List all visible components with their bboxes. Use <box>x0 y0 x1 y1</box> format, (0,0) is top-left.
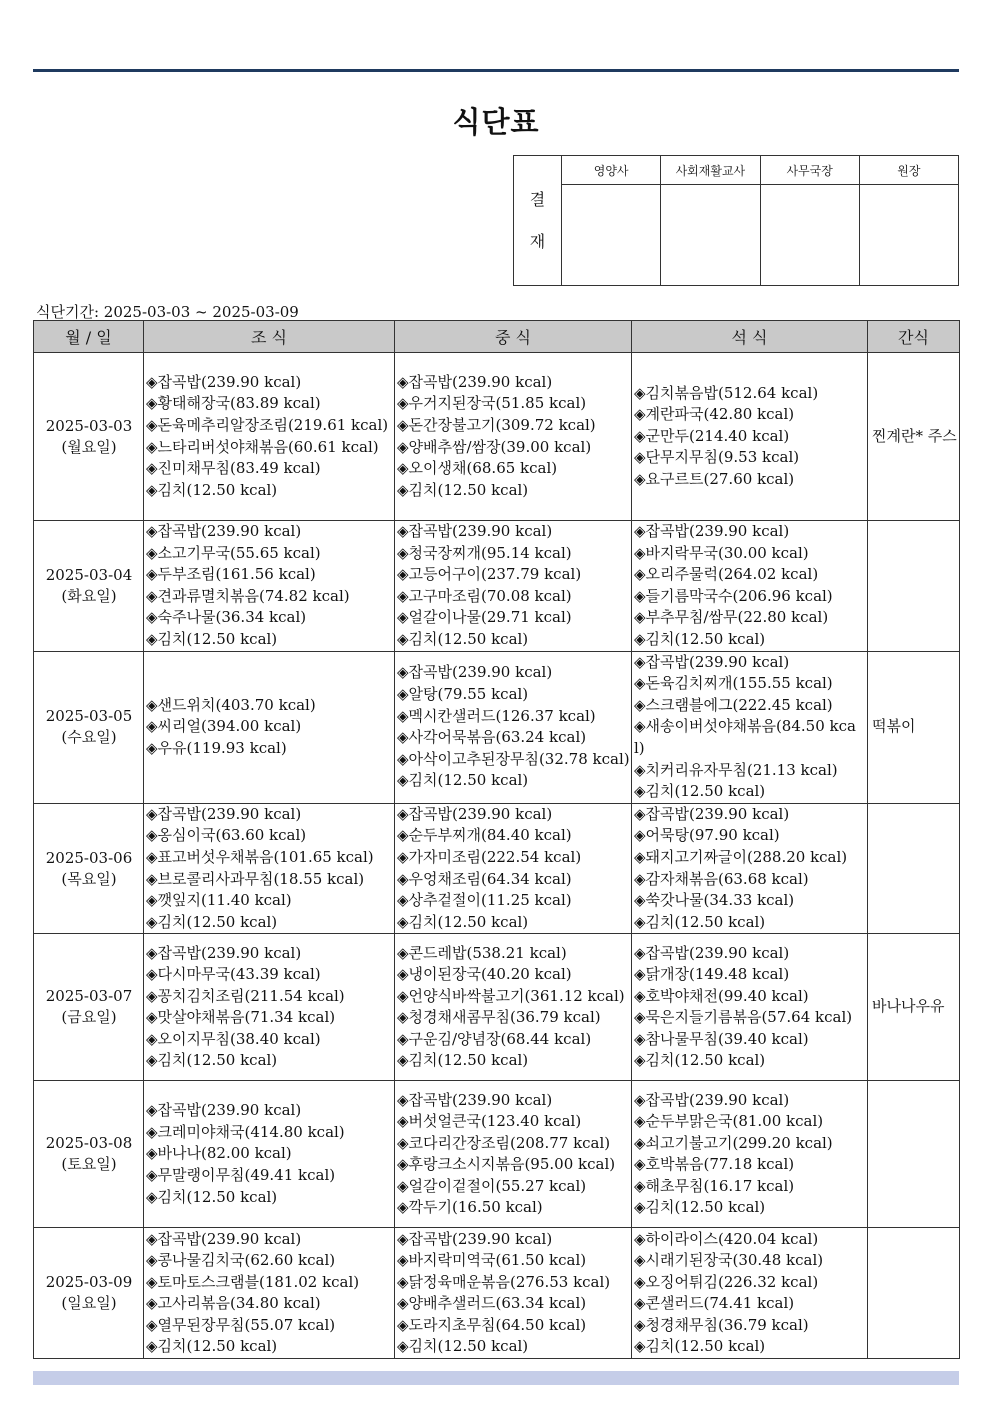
menu-item: ◈돼지고기짜글이(288.20 kcal) <box>634 847 848 866</box>
menu-item: ◈멕시칸샐러드(126.37 kcal) <box>397 706 596 725</box>
menu-item: ◈돈간장불고기(309.72 kcal) <box>397 415 596 434</box>
menu-item: ◈다시마무국(43.39 kcal) <box>146 965 321 984</box>
menu-item: ◈들기름막국수(206.96 kcal) <box>634 586 833 605</box>
menu-item: ◈묵은지들기름볶음(57.64 kcal) <box>634 1008 853 1027</box>
menu-item: ◈청국장찌개(95.14 kcal) <box>397 543 572 562</box>
lunch-cell <box>395 803 632 934</box>
day-date-cell <box>34 934 144 1081</box>
menu-item: ◈언양식바싹불고기(361.12 kcal) <box>397 986 625 1005</box>
menu-item: ◈김치(12.50 kcal) <box>146 912 278 931</box>
menu-item: ◈얼갈이겉절이(55.27 kcal) <box>397 1176 587 1195</box>
menu-item: ◈잡곡밥(239.90 kcal) <box>634 804 790 823</box>
menu-item: ◈어묵탕(97.90 kcal) <box>634 826 780 845</box>
menu-item: ◈잡곡밥(239.90 kcal) <box>397 663 553 682</box>
menu-item: ◈부추무침/쌈무(22.80 kcal) <box>634 608 829 627</box>
menu-item: ◈잡곡밥(239.90 kcal) <box>397 372 553 391</box>
menu-item: ◈황태해장국(83.89 kcal) <box>146 394 321 413</box>
approval-role-director: 원장 <box>859 156 958 185</box>
menu-item: ◈후랑크소시지볶음(95.00 kcal) <box>397 1155 616 1174</box>
menu-item: ◈오이생채(68.65 kcal) <box>397 459 558 478</box>
menu-item: ◈꽁치김치조림(211.54 kcal) <box>146 986 345 1005</box>
dinner-cell <box>632 353 868 521</box>
menu-item: ◈하이라이스(420.04 kcal) <box>634 1229 819 1248</box>
menu-item: ◈쇠고기불고기(299.20 kcal) <box>634 1133 833 1152</box>
table-row <box>34 803 960 934</box>
approval-sign-rehab-teacher <box>661 185 760 286</box>
lunch-cell <box>395 1228 632 1359</box>
menu-item: ◈김치(12.50 kcal) <box>397 1051 529 1070</box>
menu-item: ◈맛살야채볶음(71.34 kcal) <box>146 1008 336 1027</box>
day-date: 2025-03-04 <box>45 565 133 584</box>
table-row <box>34 1081 960 1228</box>
day-date: 2025-03-07 <box>45 987 133 1006</box>
menu-item: ◈김치(12.50 kcal) <box>397 1337 529 1356</box>
menu-item: ◈우유(119.93 kcal) <box>146 738 287 757</box>
menu-item: ◈옹심이국(63.60 kcal) <box>146 826 307 845</box>
day-date-cell <box>34 353 144 521</box>
day-weekday: (월요일) <box>61 437 117 456</box>
menu-item: ◈아삭이고추된장무침(32.78 kcal) <box>397 749 630 768</box>
menu-item: ◈오이지무침(38.40 kcal) <box>146 1029 321 1048</box>
menu-item: ◈양배추샐러드(63.34 kcal) <box>397 1294 587 1313</box>
footer-bar <box>33 1371 959 1385</box>
day-date: 2025-03-06 <box>45 848 133 867</box>
snack-cell <box>868 521 960 652</box>
menu-item: ◈잡곡밥(239.90 kcal) <box>146 804 302 823</box>
menu-item: ◈우엉채조림(64.34 kcal) <box>397 869 572 888</box>
menu-item: ◈씨리얼(394.00 kcal) <box>146 717 302 736</box>
menu-item: ◈견과류멸치볶음(74.82 kcal) <box>146 586 350 605</box>
table-row <box>34 934 960 1081</box>
header-breakfast: 조 식 <box>144 321 395 353</box>
menu-item: ◈김치(12.50 kcal) <box>397 912 529 931</box>
menu-item: ◈김치(12.50 kcal) <box>146 1337 278 1356</box>
menu-item: ◈잡곡밥(239.90 kcal) <box>146 372 302 391</box>
breakfast-cell <box>144 651 395 803</box>
menu-item: ◈잡곡밥(239.90 kcal) <box>397 1229 553 1248</box>
menu-item: ◈도라지초무침(64.50 kcal) <box>397 1315 587 1334</box>
menu-item: ◈쑥갓나물(34.33 kcal) <box>634 891 795 910</box>
breakfast-cell <box>144 521 395 652</box>
snack-cell <box>868 353 960 521</box>
dinner-cell <box>632 1228 868 1359</box>
menu-item: ◈새송이버섯야채볶음(84.50 kcal) <box>634 717 856 757</box>
menu-item: ◈호박볶음(77.18 kcal) <box>634 1155 795 1174</box>
menu-item: ◈김치(12.50 kcal) <box>634 1198 766 1217</box>
menu-item: ◈잡곡밥(239.90 kcal) <box>146 522 302 540</box>
snack-cell <box>868 1228 960 1359</box>
menu-item: ◈브로콜리사과무침(18.55 kcal) <box>146 869 365 888</box>
dinner-cell <box>632 1081 868 1228</box>
menu-item: ◈닭개장(149.48 kcal) <box>634 965 790 984</box>
menu-item: ◈계란파국(42.80 kcal) <box>634 405 795 424</box>
header-date: 월 / 일 <box>34 321 144 353</box>
day-date-cell <box>34 1081 144 1228</box>
day-weekday: (수요일) <box>61 728 117 747</box>
menu-item: ◈크레미야채국(414.80 kcal) <box>146 1122 345 1141</box>
day-date: 2025-03-09 <box>45 1273 133 1292</box>
menu-item: ◈김치(12.50 kcal) <box>634 912 766 931</box>
menu-item: ◈잡곡밥(239.90 kcal) <box>634 943 790 962</box>
menu-item: ◈고등어구이(237.79 kcal) <box>397 565 582 584</box>
header-lunch: 중 식 <box>395 321 632 353</box>
snack-cell <box>868 1081 960 1228</box>
breakfast-cell <box>144 1081 395 1228</box>
approval-sign-nutritionist <box>562 185 661 286</box>
lunch-cell <box>395 353 632 521</box>
approval-sign-director <box>859 185 958 286</box>
menu-item: ◈열무된장무침(55.07 kcal) <box>146 1315 336 1334</box>
menu-item: ◈잡곡밥(239.90 kcal) <box>634 652 790 671</box>
menu-item: ◈잡곡밥(239.90 kcal) <box>146 1229 302 1248</box>
dinner-cell <box>632 521 868 652</box>
menu-item: ◈구운김/양념장(68.44 kcal) <box>397 1029 592 1048</box>
day-date: 2025-03-03 <box>45 416 133 435</box>
breakfast-cell <box>144 803 395 934</box>
menu-item: ◈사각어묵볶음(63.24 kcal) <box>397 728 587 747</box>
approval-role-nutritionist: 영양사 <box>562 156 661 185</box>
snack-item: 찐계란* 주스 <box>872 426 957 445</box>
menu-item: ◈콘샐러드(74.41 kcal) <box>634 1294 795 1313</box>
menu-item: ◈숙주나물(36.34 kcal) <box>146 608 307 627</box>
dinner-cell <box>632 803 868 934</box>
lunch-cell <box>395 934 632 1081</box>
menu-item: ◈콩나물김치국(62.60 kcal) <box>146 1251 336 1270</box>
menu-item: ◈호박야채전(99.40 kcal) <box>634 986 809 1005</box>
top-rule <box>33 69 959 72</box>
day-weekday: (목요일) <box>61 869 117 888</box>
menu-item: ◈김치(12.50 kcal) <box>634 1051 766 1070</box>
menu-item: ◈얼갈이나물(29.71 kcal) <box>397 608 572 627</box>
menu-item: ◈참나물무침(39.40 kcal) <box>634 1029 809 1048</box>
menu-item: ◈단무지무침(9.53 kcal) <box>634 448 800 467</box>
lunch-cell <box>395 521 632 652</box>
menu-item: ◈김치(12.50 kcal) <box>146 1051 278 1070</box>
breakfast-cell <box>144 934 395 1081</box>
menu-item: ◈김치(12.50 kcal) <box>634 1337 766 1356</box>
menu-item: ◈깻잎지(11.40 kcal) <box>146 891 292 910</box>
menu-item: ◈김치(12.50 kcal) <box>146 1187 278 1206</box>
menu-item: ◈냉이된장국(40.20 kcal) <box>397 965 572 984</box>
snack-item: 바나나우유 <box>872 997 945 1016</box>
menu-item: ◈고구마조림(70.08 kcal) <box>397 586 572 605</box>
day-date-cell <box>34 651 144 803</box>
menu-item: ◈김치(12.50 kcal) <box>397 480 529 499</box>
menu-item: ◈시래기된장국(30.48 kcal) <box>634 1251 824 1270</box>
menu-item: ◈김치(12.50 kcal) <box>397 771 529 790</box>
menu-item: ◈김치(12.50 kcal) <box>397 629 529 648</box>
menu-item: ◈우거지된장국(51.85 kcal) <box>397 394 587 413</box>
lunch-cell <box>395 1081 632 1228</box>
breakfast-cell <box>144 353 395 521</box>
menu-item: ◈잡곡밥(239.90 kcal) <box>634 1090 790 1109</box>
menu-item: ◈소고기무국(55.65 kcal) <box>146 543 321 562</box>
meal-period: 식단기간: 2025-03-03 ~ 2025-03-09 <box>36 303 299 321</box>
menu-item: ◈고사리볶음(34.80 kcal) <box>146 1294 321 1313</box>
table-row <box>34 651 960 803</box>
menu-item: ◈김치(12.50 kcal) <box>634 629 766 648</box>
approval-side-char-2: 재 <box>529 231 546 251</box>
menu-item: ◈김치(12.50 kcal) <box>146 480 278 499</box>
menu-item: ◈버섯얼큰국(123.40 kcal) <box>397 1112 582 1131</box>
menu-item: ◈닭정육매운볶음(276.53 kcal) <box>397 1272 611 1291</box>
menu-item: ◈코다리간장조림(208.77 kcal) <box>397 1133 611 1152</box>
menu-item: ◈진미채무침(83.49 kcal) <box>146 459 321 478</box>
menu-item: ◈해초무침(16.17 kcal) <box>634 1176 795 1195</box>
snack-cell <box>868 803 960 934</box>
snack-item: 떡볶이 <box>872 717 916 736</box>
day-weekday: (토요일) <box>61 1155 117 1174</box>
page-title: 식단표 <box>452 105 540 139</box>
menu-item: ◈상추겉절이(11.25 kcal) <box>397 891 572 910</box>
menu-item: ◈돈육김치찌개(155.55 kcal) <box>634 674 833 693</box>
menu-item: ◈무말랭이무침(49.41 kcal) <box>146 1166 336 1185</box>
snack-cell <box>868 934 960 1081</box>
menu-item: ◈순두부찌개(84.40 kcal) <box>397 826 572 845</box>
menu-item: ◈잡곡밥(239.90 kcal) <box>634 522 790 540</box>
menu-item: ◈양배추쌈/쌈장(39.00 kcal) <box>397 437 592 456</box>
menu-item: ◈돈육메추리알장조림(219.61 kcal) <box>146 415 389 434</box>
breakfast-cell <box>144 1228 395 1359</box>
menu-item: ◈알탕(79.55 kcal) <box>397 684 529 703</box>
menu-item: ◈김치(12.50 kcal) <box>634 782 766 801</box>
menu-item: ◈샌드위치(403.70 kcal) <box>146 695 316 714</box>
menu-item: ◈잡곡밥(239.90 kcal) <box>397 522 553 540</box>
day-date-cell <box>34 521 144 652</box>
table-row <box>34 353 960 521</box>
table-row <box>34 1228 960 1359</box>
menu-item: ◈깍두기(16.50 kcal) <box>397 1198 543 1217</box>
menu-item: ◈바나나(82.00 kcal) <box>146 1144 292 1163</box>
day-weekday: (금요일) <box>61 1008 117 1027</box>
approval-role-rehab-teacher: 사회재활교사 <box>661 156 760 185</box>
approval-role-office-manager: 사무국장 <box>760 156 859 185</box>
menu-item: ◈치커리유자무침(21.13 kcal) <box>634 760 838 779</box>
menu-item: ◈김치(12.50 kcal) <box>146 629 278 648</box>
menu-item: ◈두부조림(161.56 kcal) <box>146 565 316 584</box>
meal-table <box>33 320 960 1359</box>
dinner-cell <box>632 651 868 803</box>
menu-item: ◈잡곡밥(239.90 kcal) <box>146 1101 302 1120</box>
menu-item: ◈오징어튀김(226.32 kcal) <box>634 1272 819 1291</box>
menu-item: ◈느타리버섯야채볶음(60.61 kcal) <box>146 437 379 456</box>
menu-item: ◈요구르트(27.60 kcal) <box>634 469 795 488</box>
menu-item: ◈잡곡밥(239.90 kcal) <box>146 943 302 962</box>
menu-item: ◈감자채볶음(63.68 kcal) <box>634 869 809 888</box>
menu-item: ◈오리주물럭(264.02 kcal) <box>634 565 819 584</box>
menu-item: ◈바지락미역국(61.50 kcal) <box>397 1251 587 1270</box>
menu-item: ◈청경채무침(36.79 kcal) <box>634 1315 809 1334</box>
menu-item: ◈순두부맑은국(81.00 kcal) <box>634 1112 824 1131</box>
menu-item: ◈콘드레밥(538.21 kcal) <box>397 943 567 962</box>
meal-table-header <box>34 321 960 353</box>
day-weekday: (일요일) <box>61 1294 117 1313</box>
day-date: 2025-03-08 <box>45 1134 133 1153</box>
menu-item: ◈바지락무국(30.00 kcal) <box>634 543 809 562</box>
snack-cell <box>868 651 960 803</box>
menu-item: ◈토마토스크램블(181.02 kcal) <box>146 1272 360 1291</box>
day-date-cell <box>34 1228 144 1359</box>
day-date: 2025-03-05 <box>45 707 133 726</box>
menu-item: ◈군만두(214.40 kcal) <box>634 426 790 445</box>
menu-item: ◈스크램블에그(222.45 kcal) <box>634 695 833 714</box>
menu-item: ◈잡곡밥(239.90 kcal) <box>397 1090 553 1109</box>
day-weekday: (화요일) <box>61 586 117 605</box>
table-row <box>34 521 960 652</box>
dinner-cell <box>632 934 868 1081</box>
day-date-cell <box>34 803 144 934</box>
approval-side-char-1: 결 <box>529 189 546 209</box>
menu-item: ◈청경채새콤무침(36.79 kcal) <box>397 1008 601 1027</box>
lunch-cell <box>395 651 632 803</box>
header-dinner: 석 식 <box>632 321 868 353</box>
approval-side-label <box>514 156 562 286</box>
menu-item: ◈표고버섯우채볶음(101.65 kcal) <box>146 847 374 866</box>
menu-item: ◈김치볶음밥(512.64 kcal) <box>634 383 819 402</box>
menu-item: ◈잡곡밥(239.90 kcal) <box>397 804 553 823</box>
approval-box <box>513 155 959 286</box>
header-snack: 간식 <box>868 321 960 353</box>
menu-item: ◈가자미조림(222.54 kcal) <box>397 847 582 866</box>
approval-sign-office-manager <box>760 185 859 286</box>
